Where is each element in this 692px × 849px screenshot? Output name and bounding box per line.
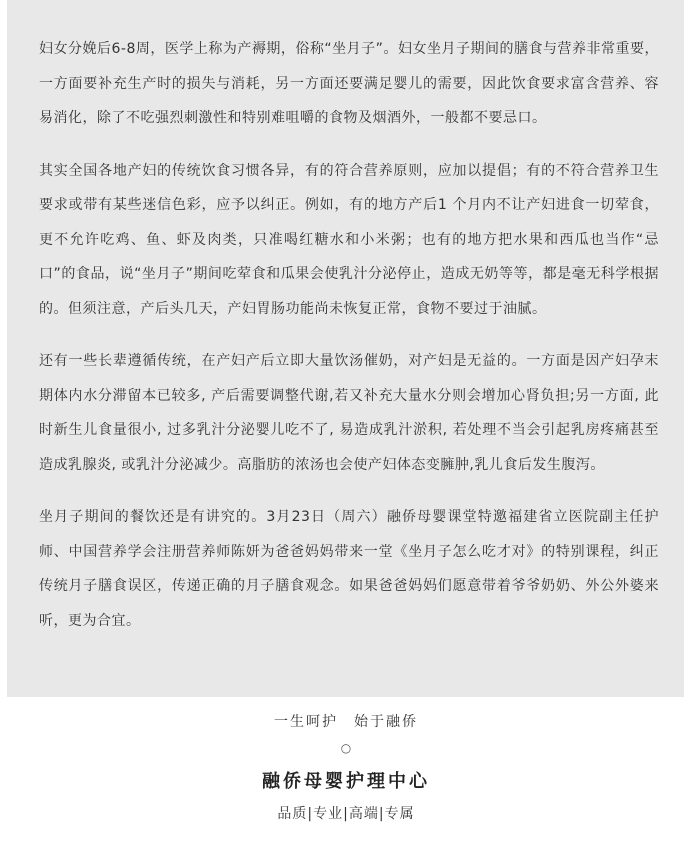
footer [0, 697, 692, 849]
separator-circle: ○ [340, 741, 352, 755]
slogan: 一生呵护 始于融侨 [274, 714, 418, 730]
paragraph-4: 坐月子期间的餐饮还是有讲究的。3月23日（周六）融侨母婴课堂特邀福建省立医院副主任护师、中国营养学会注册营养师陈妍为爸爸妈妈带来一堂《坐月子怎么吃才对》的特别课程，纠正传统月子膳食误区，传递正确的月子膳食观念。如果爸爸妈妈们愿意带着爷爷奶奶、外公外婆来听，更为合宜。 [39, 509, 659, 629]
paragraph-2: 其实全国各地产妇的传统饮食习惯各异，有的符合营养原则，应加以提倡；有的不符合营养卫生要求或带有某些迷信色彩，应予以纠正。例如，有的地方产后1 个月内不让产妇进食一切荤食，更不允许吃鸡、鱼、虾及肉类，只准喝红糖水和小米粥；也有的地方把水果和西瓜也当作“忌口”的食品，说“坐月子”期间吃荤食和瓜果会使乳汁分泌停止，造成无奶等等，都是毫无科学根据的。但须注意，产后头几天，产妇胃肠功能尚未恢复正常，食物不要过于油腻。 [39, 162, 659, 317]
paragraph-1: 妇女分娩后6-8周，医学上称为产褥期，俗称“坐月子”。妇女坐月子期间的膳食与营养非常重要，一方面要补充生产时的损失与消耗，另一方面还要满足婴儿的需要，因此饮食要求富含营养、容易消化，除了不吃强烈刺激性和特别难咀嚼的食物及烟酒外，一般都不要忌口。 [39, 41, 659, 126]
center-name: 融侨母婴护理中心 [262, 771, 430, 792]
tagline: 品质|专业|高端|专属 [277, 806, 415, 822]
paragraph-3: 还有一些长辈遵循传统，在产妇产后立即大量饮汤催奶，对产妇是无益的。一方面是因产妇孕末期体内水分滞留本已较多, 产后需要调整代谢,若又补充大量水分则会增加心肾负担;另一方面, 此时新生儿食量很小, 过多乳汁分泌婴儿吃不了, 易造成乳汁淤积, 若处理不当会引起乳房疼痛甚至造成乳腺炎, 或乳汁分泌减少。高脂肪的浓汤也会使产妇体态变臃肿,乳儿食后发生腹泻。 [39, 353, 659, 473]
article-content [7, 0, 684, 697]
